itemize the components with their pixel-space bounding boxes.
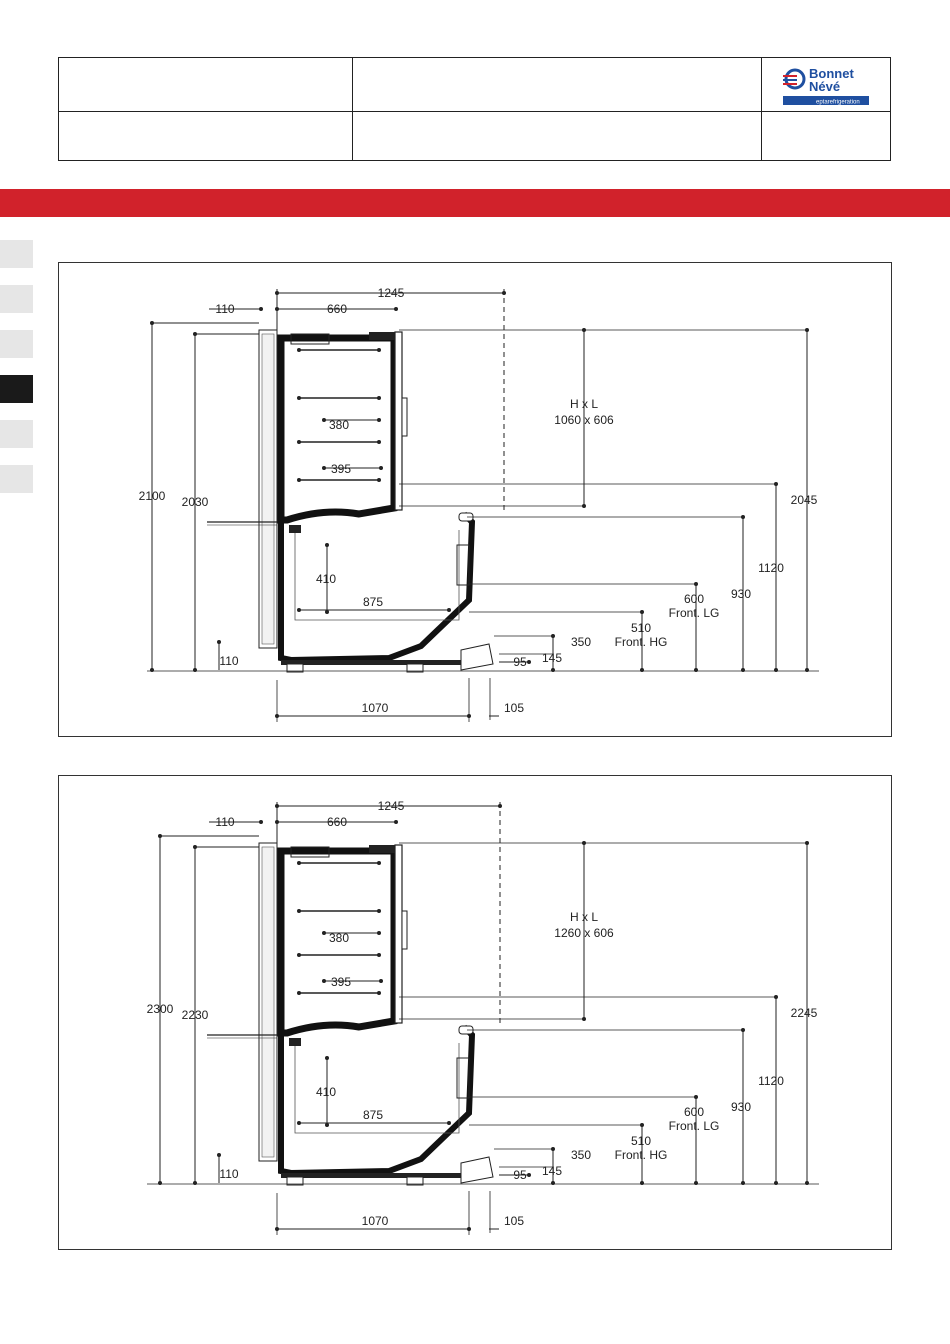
dimension-dot — [377, 348, 381, 352]
dimension-dot — [297, 861, 301, 865]
label-front-lg: Front. LG — [668, 1119, 720, 1133]
dim-1120: 1120 — [758, 561, 784, 575]
dim-height-inner: 2230 — [181, 1008, 209, 1022]
dim-depth-1070: 1070 — [361, 701, 389, 715]
header-table — [58, 57, 891, 161]
front-kick-bracket — [461, 644, 493, 670]
dim-glass-size: 1060 x 606 — [554, 413, 614, 427]
dimension-dot — [527, 1173, 531, 1177]
front-kick-bracket — [461, 1157, 493, 1183]
side-panel-inner — [262, 334, 274, 644]
side-tab-6[interactable] — [0, 465, 33, 493]
dim-glass-hl: H x L — [569, 910, 599, 924]
dim-height-total: 2100 — [138, 489, 166, 503]
section-red-band — [0, 189, 950, 217]
dimension-dot — [322, 931, 326, 935]
dim-510: 510 — [630, 621, 652, 635]
dim-width-total: 1245 — [377, 799, 405, 813]
dimension-dot — [377, 396, 381, 400]
dimension-dot — [447, 1121, 451, 1125]
label-front-lg: Front. LG — [668, 606, 720, 620]
dimension-dot — [377, 418, 381, 422]
dimension-dot — [297, 478, 301, 482]
base-rail — [281, 660, 476, 665]
dim-shelf-380: 380 — [328, 931, 350, 945]
dim-shelf-380: 380 — [328, 418, 350, 432]
dimension-dot — [377, 861, 381, 865]
dim-shelf-395: 395 — [330, 462, 352, 476]
dim-base-110: 110 — [219, 1167, 239, 1181]
dimension-dot — [297, 348, 301, 352]
dim-1120: 1120 — [758, 1074, 784, 1088]
dimension-dot — [551, 668, 555, 672]
dimension-dot — [193, 668, 197, 672]
dimension-dot — [377, 953, 381, 957]
dimension-dot — [640, 668, 644, 672]
door-handle — [402, 911, 407, 949]
dim-lower-410: 410 — [315, 1085, 337, 1099]
dim-510: 510 — [630, 1134, 652, 1148]
dimension-dot — [325, 610, 329, 614]
elevation-svg — [59, 263, 891, 736]
dimension-dot — [259, 820, 263, 824]
dimension-dot — [325, 1056, 329, 1060]
elevation-svg — [59, 776, 891, 1249]
dimension-dot — [377, 440, 381, 444]
dimension-dot — [774, 668, 778, 672]
dimension-dot — [741, 668, 745, 672]
header-divider — [352, 58, 353, 160]
side-tab-5[interactable] — [0, 420, 33, 448]
door-handle — [402, 398, 407, 436]
dimension-dot — [322, 979, 326, 983]
dim-height-right: 2245 — [790, 1006, 818, 1020]
dimension-dot — [377, 931, 381, 935]
dim-145: 145 — [541, 1164, 563, 1178]
dimension-dot — [805, 668, 809, 672]
dimension-dot — [217, 640, 221, 644]
dim-95: 95 — [513, 655, 527, 669]
side-panel-inner — [262, 847, 274, 1157]
dim-width-total: 1245 — [377, 286, 405, 300]
dimension-dot — [694, 1095, 698, 1099]
dimension-dot — [694, 1181, 698, 1185]
dimension-dot — [297, 909, 301, 913]
dimension-dot — [447, 608, 451, 612]
dimension-dot — [467, 714, 471, 718]
dimension-dot — [297, 953, 301, 957]
side-tab-4-active[interactable] — [0, 375, 33, 403]
lower-cabinet-frame — [281, 514, 472, 660]
dim-width-top: 660 — [326, 302, 348, 316]
label-front-hg: Front. HG — [614, 635, 668, 649]
dimension-dot — [322, 466, 326, 470]
dim-lower-410: 410 — [315, 572, 337, 586]
dim-930: 930 — [730, 1100, 752, 1114]
dimension-dot — [377, 478, 381, 482]
dim-height-inner: 2030 — [181, 495, 209, 509]
header-row-divider — [59, 111, 890, 112]
dimension-dot — [193, 1181, 197, 1185]
dim-glass-hl: H x L — [569, 397, 599, 411]
dimension-dot — [805, 841, 809, 845]
dimension-dot — [297, 608, 301, 612]
dimension-dot — [259, 307, 263, 311]
glass-door — [395, 332, 402, 510]
dimension-dot — [394, 307, 398, 311]
logo-line1: Bonnet — [809, 66, 854, 81]
dimension-dot — [379, 979, 383, 983]
dimension-dot — [551, 1181, 555, 1185]
dim-foot-105: 105 — [503, 701, 525, 715]
logo-tagline: eptarefrigeration — [816, 99, 860, 106]
dimension-dot — [297, 396, 301, 400]
dim-glass-size: 1260 x 606 — [554, 926, 614, 940]
side-tab-1[interactable] — [0, 240, 33, 268]
dimension-dot — [325, 1123, 329, 1127]
dim-145: 145 — [541, 651, 563, 665]
dim-width-top: 660 — [326, 815, 348, 829]
dimension-dot — [694, 582, 698, 586]
dimension-dot — [217, 1153, 221, 1157]
dim-height-right: 2045 — [790, 493, 818, 507]
bonnet-neve-logo — [783, 64, 869, 106]
dimension-dot — [640, 1123, 644, 1127]
dim-600: 600 — [683, 592, 705, 606]
dimension-dot — [805, 1181, 809, 1185]
dimension-dot — [377, 909, 381, 913]
dim-height-total: 2300 — [146, 1002, 174, 1016]
dim-350: 350 — [570, 635, 592, 649]
dim-depth-1070: 1070 — [361, 1214, 389, 1228]
side-tab-2[interactable] — [0, 285, 33, 313]
dimension-dot — [640, 610, 644, 614]
dimension-dot — [325, 543, 329, 547]
dim-350: 350 — [570, 1148, 592, 1162]
dimension-dot — [741, 1028, 745, 1032]
dimension-dot — [774, 1181, 778, 1185]
dimension-dot — [694, 668, 698, 672]
dimension-dot — [379, 466, 383, 470]
logo-line2: Névé — [809, 79, 841, 94]
dimension-dot — [774, 482, 778, 486]
dimension-dot — [275, 1227, 279, 1231]
dimension-dot — [158, 1181, 162, 1185]
dimension-dot — [275, 714, 279, 718]
dimension-dot — [805, 328, 809, 332]
lower-cabinet-frame — [281, 1027, 472, 1173]
lower-fan — [289, 525, 301, 533]
side-tab-3[interactable] — [0, 330, 33, 358]
logo-emblem-icon — [783, 70, 804, 88]
dimension-dot — [551, 634, 555, 638]
dim-600: 600 — [683, 1105, 705, 1119]
dimension-dot — [394, 820, 398, 824]
dim-930: 930 — [730, 587, 752, 601]
dim-lower-875: 875 — [362, 1108, 384, 1122]
dim-base-110: 110 — [219, 654, 239, 668]
label-front-hg: Front. HG — [614, 1148, 668, 1162]
dimension-dot — [297, 440, 301, 444]
dim-width-left: 110 — [215, 302, 235, 316]
base-rail — [281, 1173, 476, 1178]
dimension-dot — [774, 995, 778, 999]
lower-fan — [289, 1038, 301, 1046]
dim-shelf-395: 395 — [330, 975, 352, 989]
dimension-dot — [741, 515, 745, 519]
dim-width-left: 110 — [215, 815, 235, 829]
dimension-dot — [741, 1181, 745, 1185]
dim-lower-875: 875 — [362, 595, 384, 609]
elevation-drawing-2 — [58, 775, 892, 1250]
dim-foot-105: 105 — [503, 1214, 525, 1228]
dimension-dot — [377, 991, 381, 995]
dimension-dot — [527, 660, 531, 664]
dim-95: 95 — [513, 1168, 527, 1182]
dimension-dot — [640, 1181, 644, 1185]
dimension-dot — [322, 418, 326, 422]
dimension-dot — [297, 1121, 301, 1125]
dimension-dot — [551, 1147, 555, 1151]
elevation-drawing-1 — [58, 262, 892, 737]
dimension-dot — [297, 991, 301, 995]
glass-door — [395, 845, 402, 1023]
dimension-dot — [467, 1227, 471, 1231]
dimension-dot — [150, 668, 154, 672]
header-divider — [761, 58, 762, 160]
